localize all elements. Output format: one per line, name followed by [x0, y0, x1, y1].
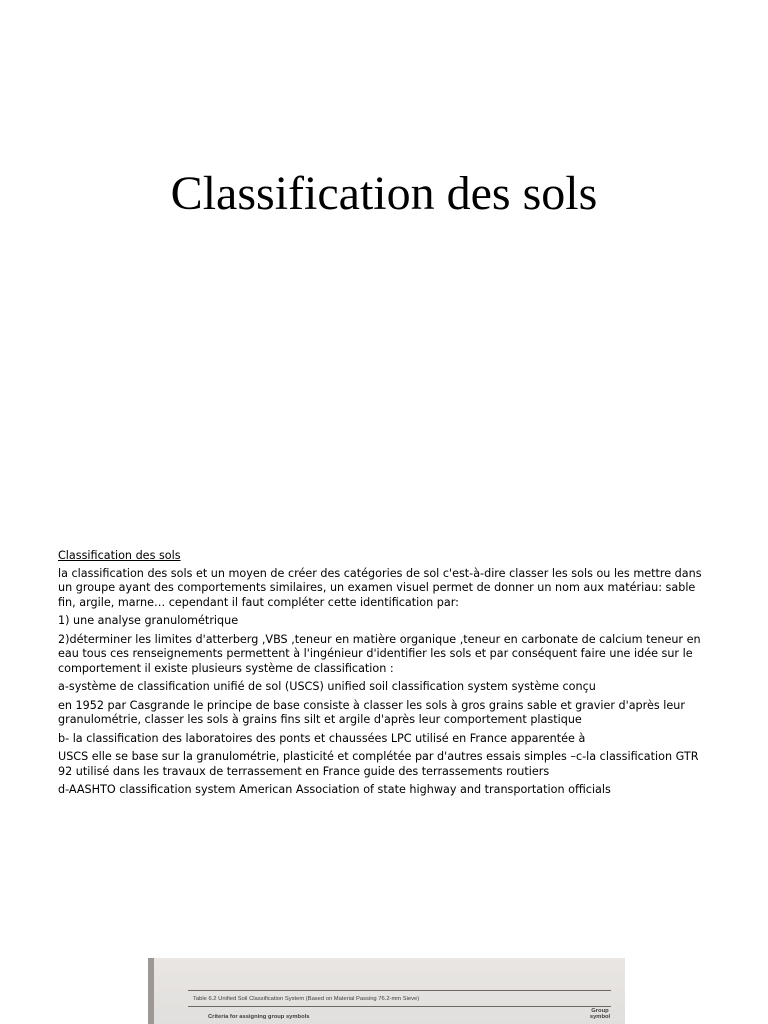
paragraph-item-1: 1) une analyse granulométrique	[58, 614, 239, 627]
scan-group-header: Group symbol	[589, 1008, 611, 1020]
paragraph-aashto: d-AASHTO classification system American Association of state highway and transportation officials	[58, 783, 611, 796]
page-title: Classification des sols	[170, 167, 598, 220]
scan-top-rule	[188, 990, 611, 991]
paragraph-uscs-detail: en 1952 par Casgrande le principe de base consiste à classer les sols à gros grains sable et gravier d'après leur granulométrie, classer les sols à grains fins silt et argile d'après leur comportement plastique	[58, 698, 685, 726]
scanned-table-image	[148, 958, 625, 1024]
scan-table-caption: Table 6.2 Unified Soil Classification System (Based on Material Passing 76.2-mm Sieve)	[193, 996, 420, 1002]
paragraph-lpc: b- la classification des laboratoires des ponts et chaussées LPC utilisé en France apparentée à	[58, 731, 586, 745]
scan-criteria-header: Criteria for assigning group symbols	[208, 1014, 310, 1020]
section-heading: Classification des sols	[58, 549, 181, 562]
document-body	[58, 549, 710, 802]
paragraph-intro: la classification des sols et un moyen de créer des catégories de sol c'est-à-dire classer les sols ou les mettre dans un groupe ayant des comportements similaires, un examen visuel permet de donner un nom aux matériau: sable fin, argile, marne… cependant il faut compléter cette identification par:	[58, 566, 702, 609]
paragraph-item-2: 2)déterminer les limites d'atterberg ,VBS ,teneur en matière organique ,teneur en carbonate de calcium teneur en eau tous ces renseignements permettent à l'ingénieur d'identifier les sols et par conséquent faire une idée sur le comportement il existe plusieurs système de classification :	[58, 632, 701, 675]
scan-header-rule	[188, 1006, 611, 1007]
scan-page-edge	[148, 958, 154, 1024]
paragraph-uscs: a-système de classification unifié de sol (USCS) unified soil classification system système conçu	[58, 680, 596, 693]
paragraph-lpc-detail: USCS elle se base sur la granulométrie, plasticité et complétée par d'autres essais simples –c-la classification GTR 92 utilisé dans les travaux de terrassement en France guide des terrassements routiers	[58, 750, 699, 778]
